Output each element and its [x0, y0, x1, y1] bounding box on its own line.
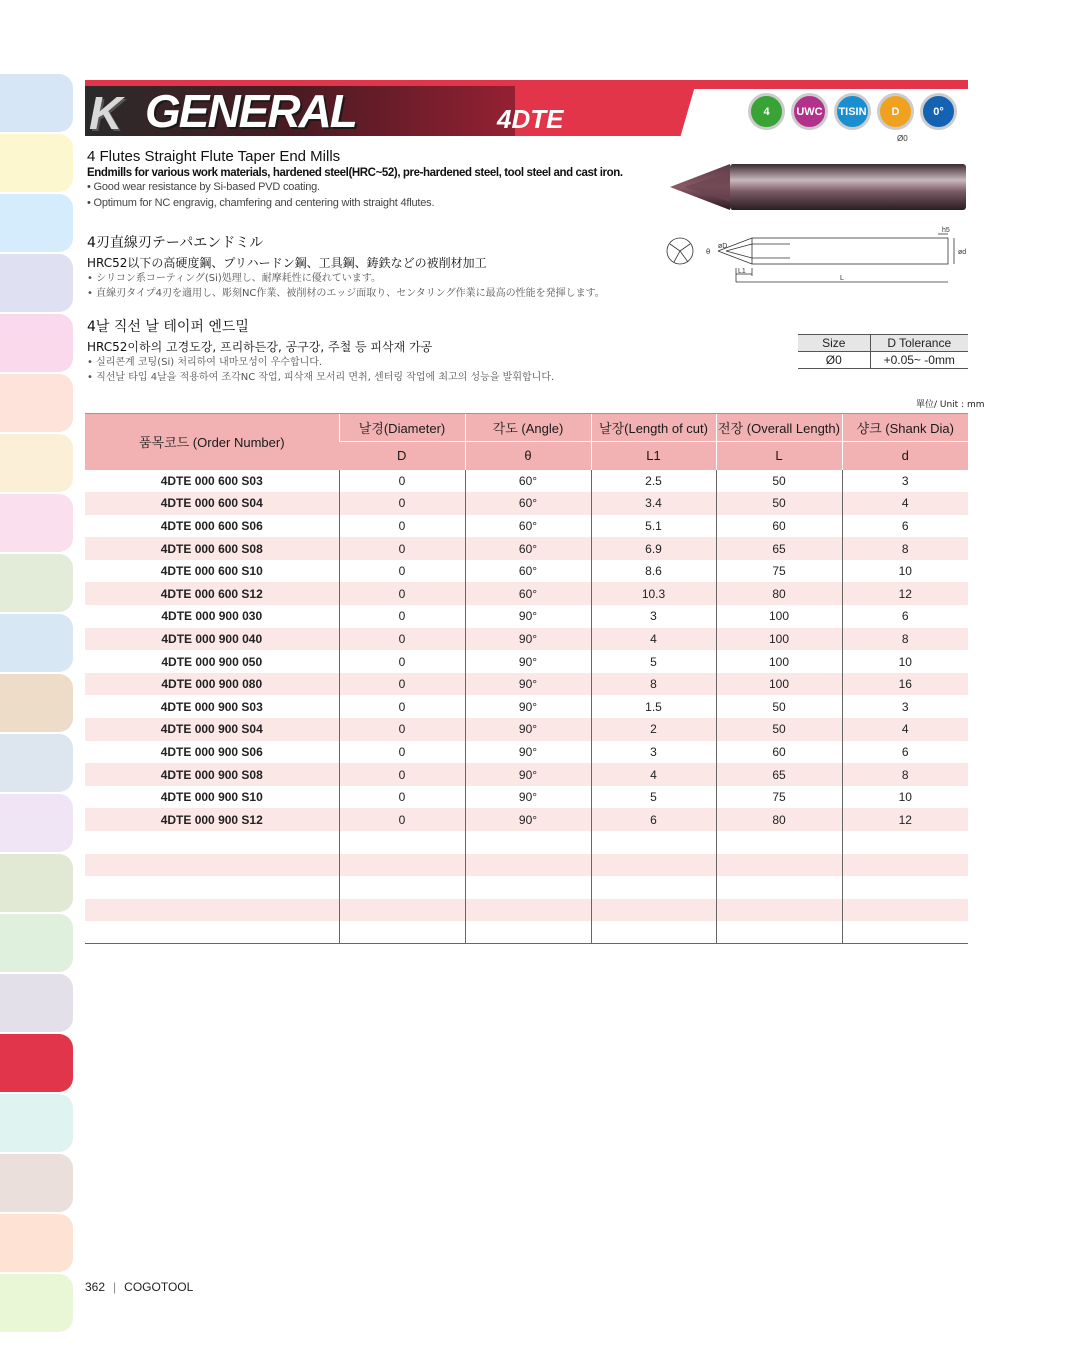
shank-dia-cell: 3 — [842, 695, 968, 718]
order-number-cell — [85, 921, 339, 944]
diameter-cell — [339, 921, 465, 944]
side-tab[interactable] — [0, 854, 73, 912]
angle-cell: 60° — [465, 492, 591, 515]
tolerance-table — [798, 334, 968, 369]
drawing-label-h5: h5 — [942, 227, 950, 234]
overall-length-cell: 80 — [716, 582, 842, 605]
angle-cell: 90° — [465, 650, 591, 673]
table-body — [85, 470, 968, 944]
column-header: 각도 (Angle) — [465, 414, 591, 442]
side-tab[interactable] — [0, 134, 73, 192]
angle-cell: 60° — [465, 560, 591, 583]
overall-length-cell: 50 — [716, 492, 842, 515]
tolerance-header-row — [798, 335, 968, 352]
shank-dia-cell: 6 — [842, 515, 968, 538]
length-of-cut-cell: 6 — [591, 808, 716, 831]
japanese-bullet: • シリコン系コーティング(Si)処理し、耐摩耗性に優れています。 — [87, 273, 382, 284]
japanese-description — [87, 232, 647, 301]
angle-cell: 60° — [465, 470, 591, 493]
logo-letter: K — [89, 87, 122, 139]
shank-dia-cell: 6 — [842, 741, 968, 764]
side-tab[interactable] — [0, 494, 73, 552]
table-row — [85, 537, 968, 560]
diameter-cell — [339, 876, 465, 899]
tolerance-badge-icon: D — [877, 93, 914, 130]
japanese-lead: HRC52以下の高硬度鋼、プリハードン鋼、工具鋼、鋳鉄などの被削材加工 — [87, 256, 487, 270]
length-of-cut-cell: 8 — [591, 673, 716, 696]
overall-length-cell: 65 — [716, 537, 842, 560]
order-number-cell: 4DTE 000 600 S08 — [85, 537, 339, 560]
order-number-cell: 4DTE 000 900 080 — [85, 673, 339, 696]
order-number-cell: 4DTE 000 600 S06 — [160, 518, 263, 533]
drawing-label-theta: θ — [706, 248, 711, 256]
angle-cell: 90° — [465, 786, 591, 809]
angle-cell — [465, 876, 591, 899]
side-tab[interactable] — [0, 1094, 73, 1152]
length-of-cut-cell: 3.4 — [591, 492, 716, 515]
table-row — [85, 876, 968, 899]
shank-dia-cell: 4 — [842, 718, 968, 741]
angle-cell: 90° — [465, 673, 591, 696]
overall-length-cell — [716, 876, 842, 899]
diameter-cell: 0 — [339, 560, 465, 583]
diameter-cell: 0 — [339, 808, 465, 831]
order-number-cell — [85, 831, 339, 854]
badge-caption: Ø0 — [897, 134, 908, 143]
overall-length-cell: 60 — [716, 741, 842, 764]
tool-photo — [664, 158, 968, 216]
column-symbol: θ — [465, 442, 591, 470]
page-footer — [85, 1280, 193, 1294]
overall-length-cell — [716, 921, 842, 944]
tolerance-size: Ø0 — [798, 352, 870, 369]
korean-bullet: • 실리콘계 코팅(Si) 처리하여 내마모성이 우수합니다. — [87, 357, 323, 368]
feature-badges — [748, 93, 957, 130]
side-tab[interactable] — [0, 794, 73, 852]
angle-cell: 60° — [465, 515, 591, 538]
angle-cell: 90° — [465, 763, 591, 786]
shank-dia-cell — [842, 899, 968, 922]
angle-cell: 90° — [465, 808, 591, 831]
length-of-cut-cell: 2 — [591, 718, 716, 741]
angle-cell: 90° — [465, 605, 591, 628]
overall-length-cell — [716, 854, 842, 877]
diameter-cell: 0 — [339, 650, 465, 673]
table-header-row — [85, 414, 968, 442]
table-row — [85, 831, 968, 854]
shank-dia-cell: 12 — [842, 808, 968, 831]
length-of-cut-cell: 5 — [591, 786, 716, 809]
shank-dia-cell — [842, 831, 968, 854]
diameter-cell: 0 — [339, 515, 465, 538]
drawing-label-big-d: øD — [718, 243, 728, 250]
angle-cell — [465, 921, 591, 944]
side-tab[interactable] — [0, 1154, 73, 1212]
product-table — [85, 413, 968, 944]
overall-length-cell: 100 — [716, 628, 842, 651]
side-tab[interactable] — [0, 74, 73, 132]
diameter-cell: 0 — [339, 673, 465, 696]
tolerance-row — [798, 352, 968, 369]
table-row — [85, 673, 968, 696]
length-of-cut-cell: 6.9 — [591, 537, 716, 560]
order-number-cell: 4DTE 000 600 S04 — [85, 492, 339, 515]
angle-cell: 60° — [465, 582, 591, 605]
order-number-cell: 4DTE 000 900 S04 — [85, 718, 339, 741]
side-tab[interactable] — [0, 1034, 73, 1092]
angle-cell — [465, 831, 591, 854]
order-number-cell: 4DTE 000 900 040 — [85, 628, 339, 651]
shank-dia-cell — [842, 854, 968, 877]
side-tab[interactable] — [0, 554, 73, 612]
order-number-cell: 4DTE 000 600 S03 — [160, 473, 263, 488]
side-tab[interactable] — [0, 974, 73, 1032]
column-header: 날경(Diameter) — [339, 414, 465, 442]
overall-length-cell: 50 — [716, 470, 842, 493]
diameter-cell: 0 — [339, 605, 465, 628]
shank-dia-cell: 3 — [842, 470, 968, 493]
length-of-cut-cell: 3 — [591, 605, 716, 628]
order-number-cell: 4DTE 000 900 S12 — [85, 808, 339, 831]
shank-dia-cell: 10 — [842, 560, 968, 583]
angle-cell: 90° — [465, 628, 591, 651]
table-row — [85, 763, 968, 786]
table-row — [85, 695, 968, 718]
table-row — [85, 515, 968, 538]
english-description — [87, 148, 647, 211]
diameter-cell: 0 — [339, 537, 465, 560]
english-bullet: • Good wear resistance by Si-based PVD coating. — [87, 181, 320, 193]
overall-length-cell: 80 — [716, 808, 842, 831]
korean-description — [87, 316, 647, 385]
side-tab[interactable] — [0, 434, 73, 492]
shank-dia-cell: 12 — [842, 582, 968, 605]
length-of-cut-cell: 10.3 — [591, 582, 716, 605]
english-bullet: • Optimum for NC engravig, chamfering and centering with straight 4flutes. — [87, 197, 435, 209]
side-tab[interactable] — [0, 914, 73, 972]
length-of-cut-cell — [591, 831, 716, 854]
order-number-cell — [85, 899, 339, 922]
overall-length-cell: 50 — [716, 695, 842, 718]
diameter-cell: 0 — [339, 695, 465, 718]
english-lead: Endmills for various work materials, hardened steel(HRC~52), pre-hardened steel, tool steel and cast iron. — [87, 167, 623, 179]
overall-length-cell: 65 — [716, 763, 842, 786]
logo-word: GENERAL — [145, 85, 356, 137]
column-header: 샹크 (Shank Dia) — [842, 414, 968, 442]
overall-length-cell: 100 — [716, 650, 842, 673]
japanese-bullet: • 直線刃タイプ4刃を適用し、彫刻NC作業、被削材のエッジ面取り、センタリング作業に最高の性能を発揮します。 — [87, 288, 605, 299]
overall-length-cell — [716, 831, 842, 854]
side-tab[interactable] — [0, 614, 73, 672]
order-number-cell: 4DTE 000 900 050 — [161, 654, 263, 669]
diameter-cell: 0 — [339, 763, 465, 786]
column-symbol: D — [339, 442, 465, 470]
order-number-cell: 4DTE 000 900 S03 — [160, 699, 263, 714]
table-row — [85, 560, 968, 583]
shank-dia-cell: 10 — [842, 650, 968, 673]
table-row — [85, 628, 968, 651]
order-number-cell: 4DTE 000 900 S10 — [160, 790, 263, 805]
tolerance-header: Size — [798, 335, 870, 352]
table-row — [85, 470, 968, 493]
length-of-cut-cell — [591, 854, 716, 877]
japanese-title: 4刃直線刃テーパエンドミル — [87, 235, 264, 251]
table-row — [85, 854, 968, 877]
diameter-cell: 0 — [339, 470, 465, 493]
length-of-cut-cell: 5 — [591, 650, 716, 673]
four-flute-badge-icon: 4 — [748, 93, 785, 130]
drawing-label-d: ød — [958, 249, 967, 256]
shank-dia-cell: 4 — [842, 492, 968, 515]
tool-drawing — [660, 224, 970, 286]
side-tab[interactable] — [0, 1274, 73, 1332]
table-row — [85, 786, 968, 809]
diameter-cell: 0 — [339, 492, 465, 515]
length-of-cut-cell — [591, 899, 716, 922]
column-symbol: d — [842, 442, 968, 470]
order-number-cell: 4DTE 000 900 S08 — [85, 763, 339, 786]
drawing-label-l: L — [840, 275, 844, 282]
angle-cell — [465, 854, 591, 877]
length-of-cut-cell: 1.5 — [591, 695, 716, 718]
order-number-header: 품목코드 (Order Number) — [85, 414, 339, 470]
length-of-cut-cell — [591, 921, 716, 944]
angle-cell: 90° — [465, 695, 591, 718]
shank-dia-cell — [842, 876, 968, 899]
column-header: 날장(Length of cut) — [591, 414, 716, 442]
length-of-cut-cell: 4 — [591, 763, 716, 786]
length-of-cut-cell: 4 — [591, 628, 716, 651]
shank-dia-cell — [842, 921, 968, 944]
side-color-tabs — [0, 74, 73, 1334]
korean-lead: HRC52이하의 고경도강, 프리하든강, 공구강, 주철 등 피삭재 가공 — [87, 340, 433, 354]
angle-cell — [465, 899, 591, 922]
side-tab[interactable] — [0, 374, 73, 432]
table-row — [85, 808, 968, 831]
shank-dia-cell: 6 — [842, 605, 968, 628]
overall-length-cell: 75 — [716, 786, 842, 809]
diameter-cell — [339, 899, 465, 922]
overall-length-cell: 100 — [716, 605, 842, 628]
drawing-label-l1: L1 — [738, 268, 746, 275]
column-symbol: L — [716, 442, 842, 470]
shank-dia-cell: 16 — [842, 673, 968, 696]
side-tab[interactable] — [0, 674, 73, 732]
table-row — [85, 718, 968, 741]
side-tab[interactable] — [0, 1214, 73, 1272]
order-number-cell: 4DTE 000 600 S10 — [160, 564, 263, 579]
diameter-cell: 0 — [339, 718, 465, 741]
diameter-cell — [339, 831, 465, 854]
page-number: 362 — [85, 1280, 106, 1294]
length-of-cut-cell: 8.6 — [591, 560, 716, 583]
tisin-coating-badge-icon: TISIN — [834, 93, 871, 130]
length-of-cut-cell: 3 — [591, 741, 716, 764]
angle-cell: 90° — [465, 718, 591, 741]
order-number-cell — [85, 876, 339, 899]
shank-dia-cell: 10 — [842, 786, 968, 809]
table-row — [85, 582, 968, 605]
column-symbol: L1 — [591, 442, 716, 470]
diameter-cell: 0 — [339, 582, 465, 605]
tolerance-header: D Tolerance — [870, 335, 968, 352]
angle-cell: 60° — [465, 537, 591, 560]
diameter-cell: 0 — [339, 786, 465, 809]
table-row — [85, 492, 968, 515]
length-of-cut-cell: 5.1 — [591, 515, 716, 538]
order-number-cell: 4DTE 000 900 030 — [161, 609, 263, 624]
order-number-cell — [85, 854, 339, 877]
table-row — [85, 650, 968, 673]
angle-cell: 90° — [465, 741, 591, 764]
english-title: 4 Flutes Straight Flute Taper End Mills — [87, 148, 341, 165]
helix-angle-badge-icon: 0° — [920, 93, 957, 130]
table-row — [85, 921, 968, 944]
diameter-cell — [339, 854, 465, 877]
overall-length-cell: 100 — [716, 673, 842, 696]
diameter-cell: 0 — [339, 628, 465, 651]
shank-dia-cell: 8 — [842, 628, 968, 651]
uwc-badge-icon: UWC — [791, 93, 828, 130]
footer-separator: | — [113, 1280, 117, 1294]
unit-label: 單位/ Unit : mm — [916, 400, 985, 410]
footer-brand: COGOTOOL — [124, 1280, 194, 1294]
side-tab[interactable] — [0, 254, 73, 312]
diameter-cell: 0 — [339, 741, 465, 764]
overall-length-cell: 60 — [716, 515, 842, 538]
order-number-cell: 4DTE 000 900 S06 — [160, 744, 263, 759]
model-code: 4DTE — [497, 104, 564, 134]
table-row — [85, 741, 968, 764]
shank-dia-cell: 8 — [842, 763, 968, 786]
overall-length-cell: 75 — [716, 560, 842, 583]
tolerance-value: +0.05~ -0mm — [870, 352, 968, 369]
side-tab[interactable] — [0, 194, 73, 252]
order-number-cell: 4DTE 000 600 S12 — [85, 582, 339, 605]
table-row — [85, 899, 968, 922]
side-tab[interactable] — [0, 734, 73, 792]
korean-bullet: • 직선날 타입 4날을 적용하여 조각NC 작업, 피삭재 모서리 면취, 센터링 작업에 최고의 성능을 발휘합니다. — [87, 372, 555, 383]
overall-length-cell — [716, 899, 842, 922]
table-row — [85, 605, 968, 628]
length-of-cut-cell — [591, 876, 716, 899]
overall-length-cell: 50 — [716, 718, 842, 741]
shank-dia-cell: 8 — [842, 537, 968, 560]
side-tab[interactable] — [0, 314, 73, 372]
length-of-cut-cell: 2.5 — [591, 470, 716, 493]
korean-title: 4날 직선 날 테이퍼 엔드밀 — [87, 319, 249, 335]
column-header: 전장 (Overall Length) — [716, 414, 842, 442]
